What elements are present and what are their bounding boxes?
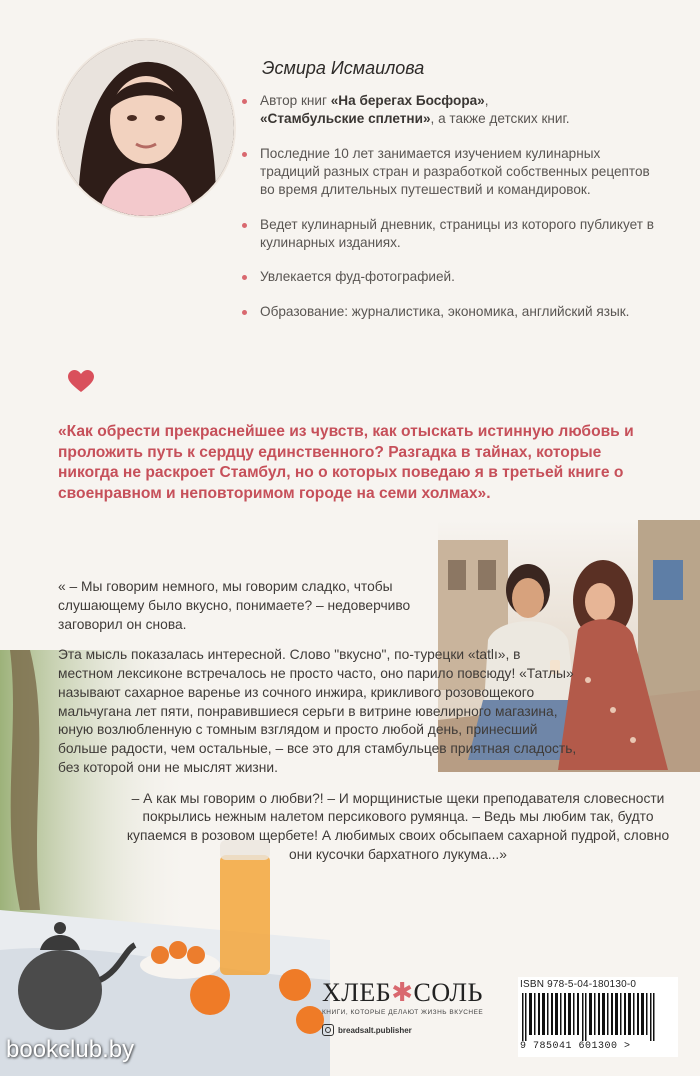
bullet-icon [242, 99, 247, 104]
star-icon: ✱ [391, 978, 414, 1007]
excerpt-paragraph-1: « – Мы говорим немного, мы говорим сладко, чтобы слушающему было вкусно, понимаете? – недоверчиво заговорил он снова. [58, 579, 411, 632]
bio-item-photography: Увлекается фуд-фотографией. [242, 268, 662, 286]
excerpt-paragraph-2: Эта мысль показалась интересной. Слово "вкусно", по-турецки «tatlı», в местном лексиконе встречалось не просто часто, оно парило повсюду! «Татлы» называют сахарное варенье из сочного инжира, крикливого розовощекого мальчугана лет пяти, понравившиеся серьги в витрине ювелирного магазина, юную возлюбленную с томным взглядом и просто любой день, принесший больше радости, чем остальные, – все это для стамбульцев приятная сладость, без которой они не мыслят жизни. [58, 647, 577, 775]
book-quote: «Как обрести прекраснейшее из чувств, как отыскать истинную любовь и проложить путь к сердцу единственного? Разгадка в тайнах, которые никогда не раскроет Стамбул, но о которых поведаю я в третьей книге о своенравном и неповторимом городе на семи холмах». [58, 423, 634, 503]
isbn-label: ISBN 978-5-04-180130-0 [520, 979, 637, 990]
bullet-icon [242, 275, 247, 280]
instagram-icon [322, 1024, 334, 1036]
bio-item-books: Автор книг «На берегах Босфора», «Стамбульские сплетни», а также детских книг. [242, 92, 662, 129]
book-excerpt [58, 578, 670, 877]
isbn-block [518, 977, 678, 1057]
watermark: bookclub.by [6, 1036, 135, 1063]
publisher-logo [322, 980, 502, 1036]
author-bio [242, 92, 662, 337]
publisher-handle: breadsalt.publisher [322, 1024, 502, 1036]
author-name: Эсмира Исмаилова [262, 58, 425, 78]
publisher-name-left: ХЛЕБ [322, 978, 392, 1007]
bullet-icon [242, 152, 247, 157]
bullet-icon [242, 310, 247, 315]
excerpt-paragraph-3: – А как мы говорим о любви?! – И морщинистые щеки преподавателя словесности покрылись нежным налетом персикового румянца. – Ведь мы любим так, будто купаемся в розовом щербете! А любимых своих обсыпаем сахарной пудрой, словно они кусочки бархатного лукума...» [126, 790, 670, 862]
publisher-name-right: СОЛЬ [413, 978, 483, 1007]
barcode-icon [518, 993, 674, 1041]
isbn-digits: 9 785041 601300 > [520, 1041, 631, 1052]
author-photo [58, 40, 234, 216]
bio-item-education: Образование: журналистика, экономика, английский язык. [242, 303, 662, 321]
bullet-icon [242, 223, 247, 228]
publisher-tagline: КНИГИ, КОТОРЫЕ ДЕЛАЮТ ЖИЗНЬ ВКУСНЕЕ [322, 1009, 484, 1016]
heart-icon [68, 370, 94, 394]
bio-item-research: Последние 10 лет занимается изучением кулинарных традиций разных стран и разработкой собственных рецептов во время длительных путешествий и командировок. [242, 145, 662, 200]
bio-item-diary: Ведет кулинарный дневник, страницы из которого публикует в кулинарных изданиях. [242, 216, 662, 253]
